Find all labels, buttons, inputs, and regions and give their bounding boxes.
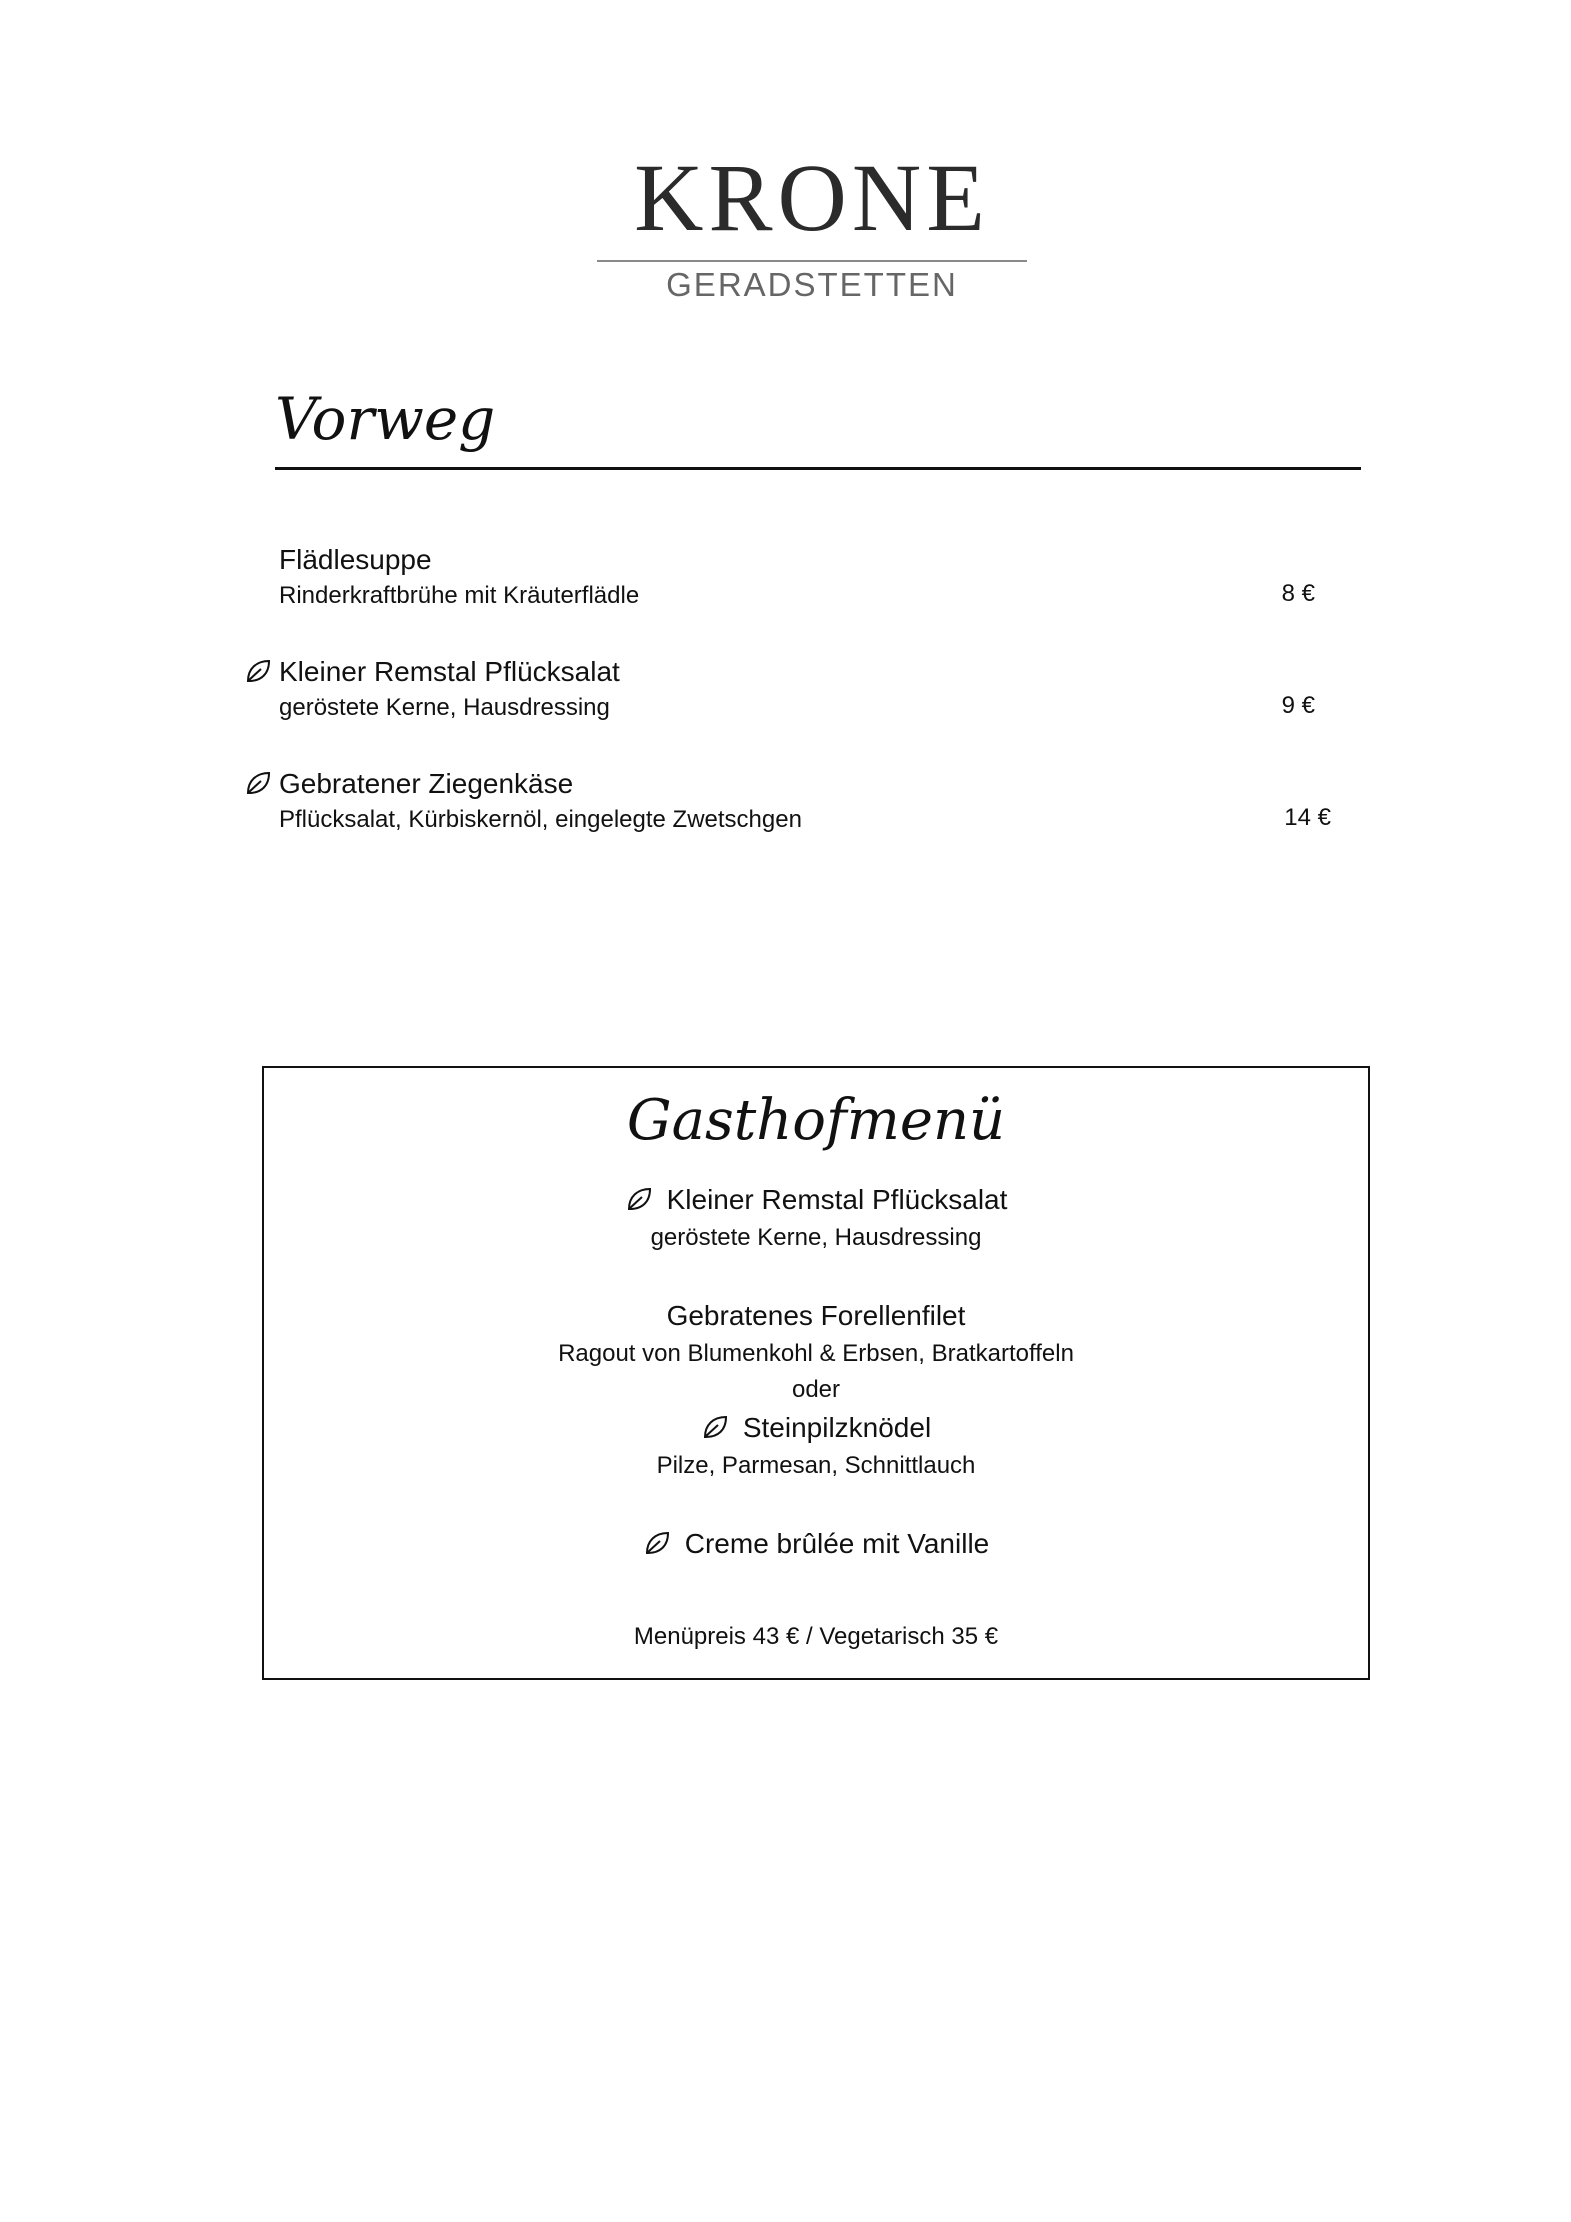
item-price: 9 € <box>1281 692 1315 719</box>
course-1-name: Kleiner Remstal Pflücksalat <box>264 1183 1368 1217</box>
menu-item <box>279 767 1339 835</box>
leaf-icon <box>701 1413 729 1441</box>
course-separator: oder <box>791 1376 841 1403</box>
menu-item <box>279 655 1339 723</box>
course-2-alt-description: Pilze, Parmesan, Schnittlauch <box>656 1452 976 1479</box>
set-menu-price: Menüpreis 43 € / Vegetarisch 35 € <box>633 1623 999 1650</box>
item-name: Kleiner Remstal Pflücksalat <box>279 656 620 687</box>
menu-item <box>279 543 1339 611</box>
leaf-icon <box>625 1185 653 1213</box>
course-1-description: geröstete Kerne, Hausdressing <box>650 1224 982 1251</box>
logo-subtitle: GERADSTETTEN <box>666 266 958 303</box>
section-divider <box>275 467 1361 470</box>
section-title-set-menu: Gasthofmenü <box>626 1088 1006 1153</box>
section-title-starters: Vorweg <box>275 385 496 453</box>
course-2-name: Gebratenes Forellenfilet <box>666 1300 966 1331</box>
course-2-description: Ragout von Blumenkohl & Erbsen, Bratkartoffeln <box>558 1340 1074 1367</box>
course-2-alt-name: Steinpilzknödel <box>264 1411 1368 1445</box>
item-name: Gebratener Ziegenkäse <box>279 768 574 799</box>
item-name: Flädlesuppe <box>279 544 432 575</box>
item-price: 14 € <box>1284 804 1331 831</box>
logo-divider <box>597 260 1027 262</box>
item-description: geröstete Kerne, Hausdressing <box>279 694 610 721</box>
dessert-name: Creme brûlée mit Vanille <box>264 1527 1368 1561</box>
leaf-icon <box>244 769 272 797</box>
set-menu-box <box>262 1066 1370 1680</box>
item-description: Pflücksalat, Kürbiskernöl, eingelegte Zwetschgen <box>279 806 802 833</box>
logo-title: KRONE <box>634 144 990 251</box>
item-price: 8 € <box>1281 580 1315 607</box>
logo <box>597 144 1027 303</box>
leaf-icon <box>643 1529 671 1557</box>
leaf-icon <box>244 657 272 685</box>
item-description: Rinderkraftbrühe mit Kräuterflädle <box>279 582 640 609</box>
